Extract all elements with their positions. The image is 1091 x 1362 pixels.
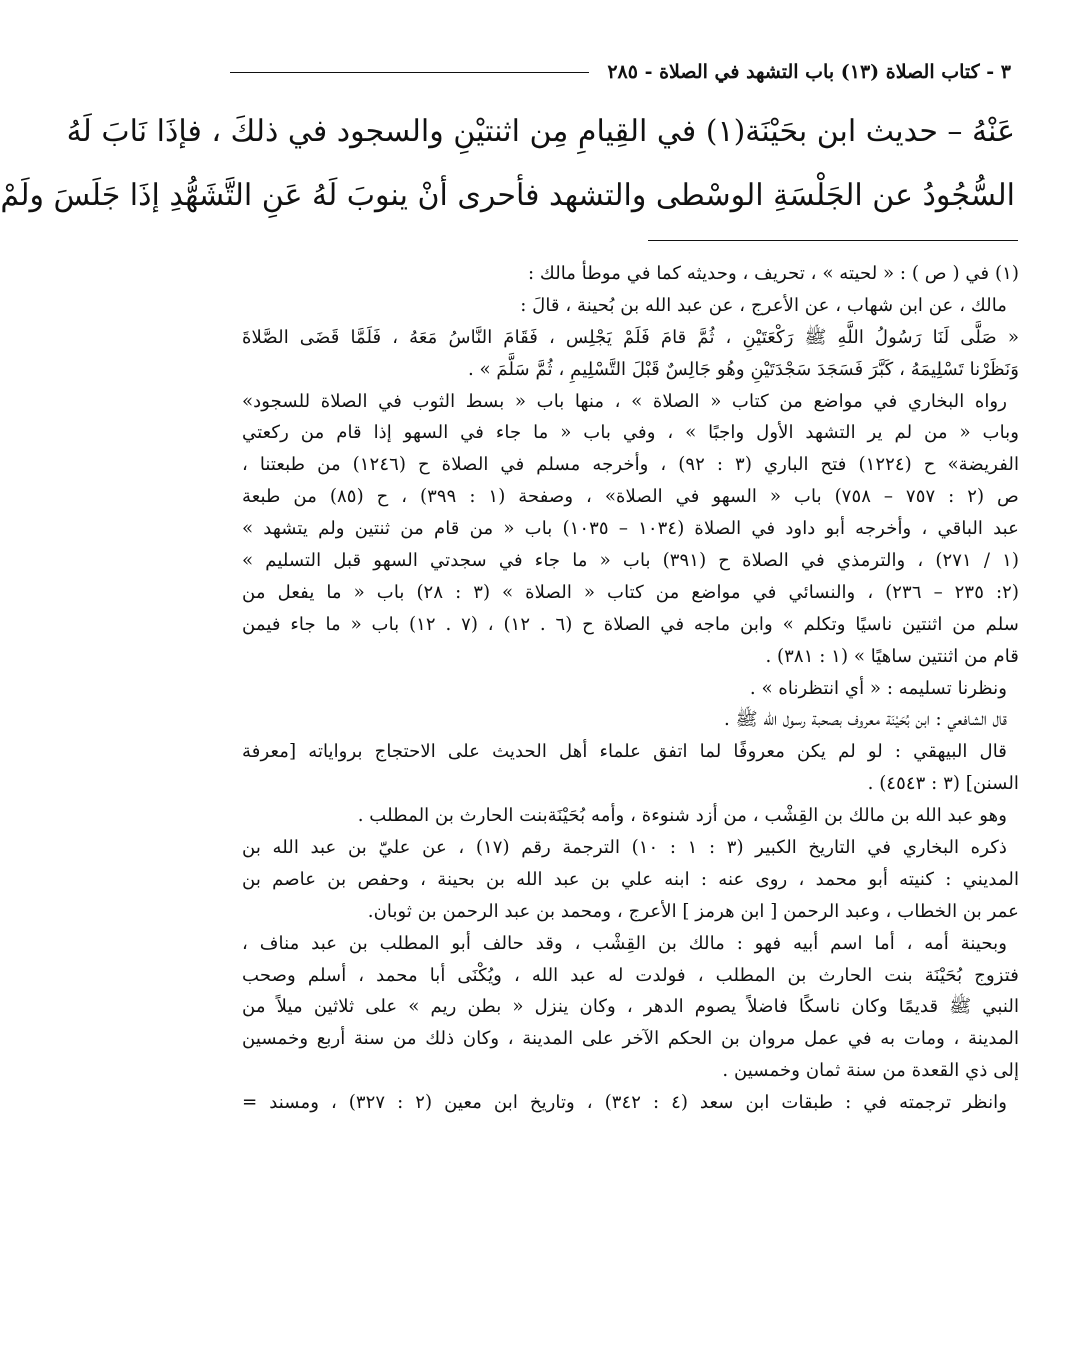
footnote-line: ونظرنا تسليمه : « أي انتظرناه » . xyxy=(749,677,1007,699)
footnotes xyxy=(242,258,1019,1119)
footnote-line: رواه البخاري في مواضع من كتاب « الصلاة » ، منها باب « بسط الثوب في الصلاة للسجود» xyxy=(242,390,1007,412)
footnote-separator xyxy=(648,240,1018,241)
footnote-line: السنن] (٣ : ٤٥٤٣) . xyxy=(867,773,1019,795)
footnote-line: « صَلَّى لَنَا رَسُولُ اللَّهِ ﷺ رَكْعَتَيْنِ ، ثُمَّ قامَ فَلَمْ يَجْلِس ، فَقَامَ النَّاسُ مَعَهُ ، فَلَمَّا قَضَى الصَّلاةَ xyxy=(242,326,1019,348)
footnote-line: عمر بن الخطاب ، وعبد الرحمن [ ابن هرمز ] الأعرج ، ومحمد بن عبد الرحمن بن ثوبان. xyxy=(367,900,1019,922)
running-header xyxy=(230,56,1011,88)
footnote-line: مالك ، عن ابن شهاب ، عن الأعرج ، عن عبد الله بن بُحينة ، قالَ : xyxy=(520,294,1007,316)
header-rule xyxy=(230,72,589,73)
footnote-line: قام من اثنتين ساهيًا » (١ : ٣٨١) . xyxy=(765,645,1019,667)
footnote-line: وَنَظَرْنا تَسْلِيمَهُ ، كَبَّرَ فَسَجَدَ سَجْدَتَيْنِ وهُو جَالِسٌ قَبْلَ التَّسْلِيمِ ، ثُمَّ سَلَّمَ » . xyxy=(467,358,1019,380)
footnote-line: النبي ﷺ قديمًا وكان ناسكًا فاضلاً يصوم الدهر ، وكان ينزل « بطن ريم » على ثلاثين ميلاً من xyxy=(242,996,1019,1018)
footnote-line: الفريضة» ح (١٢٢٤) فتح الباري (٣ : ٩٢) ، وأخرجه مسلم في الصلاة ح (١٢٤٦) من طبعتنا ، xyxy=(242,454,1019,476)
footnote-line: فتزوج بُحَيْنَة بنت الحارث بن المطلب ، فولدت له عبد الله ، ويُكْنَى أبا محمد ، أسلم وصحب xyxy=(242,964,1019,986)
footnote-line: قال البيهقي : لو لم يكن معروفًا لما اتفق علماء أهل الحديث على الاحتجاج برواياته [معرفة xyxy=(242,741,1007,763)
footnote-line: المديني : كنيته أبو محمد ، روى عنه : ابنه علي بن عبد الله بن بحينة ، وحفص بن عاصم بن xyxy=(242,868,1019,890)
footnote-line: ص (٢ : ٧٥٧ – ٧٥٨) باب « السهو في الصلاة» ، وصفحة (١ : ٣٩٩) ، ح (٨٥) من طبعة xyxy=(242,486,1019,508)
running-header-title: ٣ - كتاب الصلاة (١٣) باب التشهد في الصلاة - ٢٨٥ xyxy=(607,61,1011,83)
footnote-line: (١) في ( ص ) : « لحيته » ، تحريف ، وحديثه كما في موطأ مالك : xyxy=(527,263,1019,284)
footnote-line: (٢: ٢٣٥ – ٢٣٦) ، والنسائي في مواضع من كتاب « الصلاة » (٣ : ٢٨) باب « ما يفعل من xyxy=(242,581,1019,603)
main-text-line: السُّجُودُ عن الجَلْسَةِ الوسْطى والتشهد فأحرى أنْ ينوبَ لَهُ عَنِ التَّشَهُّدِ إذَا جَلَسَ ولَمْ xyxy=(0,178,1015,213)
footnote-line: المدينة ، ومات به في عمل مروان بن الحكم الآخر على المدينة ، وكان ذلك من سنة أربع وخمسين xyxy=(242,1028,1019,1050)
footnote-line: وهو عبد الله بن مالك بن القِشْب ، من أزد شنوءة ، وأمه بُحَيْنَةبنت الحارث بن المطلب . xyxy=(357,805,1007,827)
footnote-line: قال الشافعي : ابن بُحَيْنَة معروف بصحبة رسول الله ﷺ . xyxy=(724,709,1007,731)
footnote-line: عبد الباقي ، وأخرجه أبو داود في الصلاة (١٠٣٤ – ١٠٣٥) باب « من قام من ثنتين ولم يتشهد » xyxy=(242,518,1019,540)
main-text-line: عَنْهُ – حديث ابن بحَيْنَة(١) في القِيامِ مِن اثنتيْنِ والسجود في ذلكَ ، فإذَا نَابَ لَهُ xyxy=(66,114,1015,149)
footnote-line: وباب « من لم ير التشهد الأول واجبًا » ، وفي باب « ما جاء في السهو إذا قام من ركعتي xyxy=(242,422,1019,444)
footnote-line: وبحينة أمه ، أما اسم أبيه فهو : مالك بن القِشْب ، وقد حالف أبو المطلب بن عبد مناف ، xyxy=(242,932,1007,954)
footnote-line: سلم من اثنتين ناسيًا وتكلم » وابن ماجه في الصلاة ح (٦ . ١٢) ، (٧ . ١٢) باب « ما جاء فيمن xyxy=(242,613,1019,635)
footnote-line: ذكره البخاري في التاريخ الكبير (٣ : ١ : ١٠) الترجمة رقم (١٧) ، عن عليّ بن عبد الله بن xyxy=(242,837,1007,859)
footnote-line: (١ / ٢٧١) ، والترمذي في الصلاة ح (٣٩١) باب « ما جاء في سجدتي السهو قبل التسليم » xyxy=(242,550,1019,572)
footnote-line: وانظر ترجمته في : طبقات ابن سعد (٤ : ٣٤٢) ، وتاريخ ابن معين (٢ : ٣٢٧) ، ومسند = xyxy=(242,1092,1007,1114)
footnote-line: إلى ذي القعدة من سنة ثمان وخمسين . xyxy=(722,1060,1019,1082)
main-text xyxy=(0,100,1015,228)
